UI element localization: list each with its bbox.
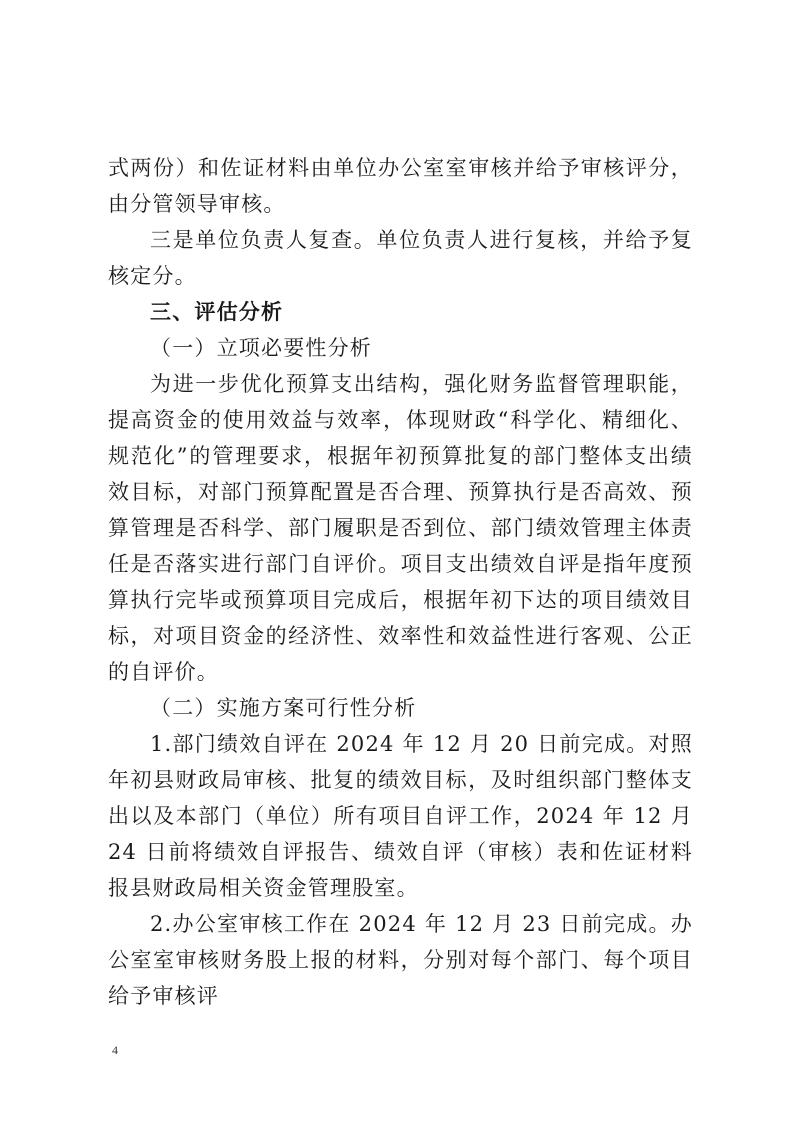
document-body bbox=[108, 150, 693, 1014]
subsection-heading-necessity: （一）立项必要性分析 bbox=[150, 336, 372, 360]
paragraph-item-2: 2.办公室审核工作在 2024 年 12 月 23 日前完成。办公室室审核财务股上报的材料，分别对每个部门、每个项目给予审核评 bbox=[108, 912, 693, 1008]
paragraph-item-1: 1.部门绩效自评在 2024 年 12 月 20 日前完成。对照年初县财政局审核、批复的绩效目标，及时组织部门整体支出以及本部门（单位）所有项目自评工作，2024 年 12 月 24 日前将绩效自评报告、绩效自评（审核）表和佐证材料报县财政局相关资金管理股室。 bbox=[108, 732, 693, 900]
subsection-heading-feasibility: （二）实施方案可行性分析 bbox=[150, 696, 417, 720]
page-number: 4 bbox=[112, 1043, 118, 1057]
paragraph-necessity: 为进一步优化预算支出结构，强化财务监督管理职能，提高资金的使用效益与效率，体现财政“科学化、精细化、规范化”的管理要求，根据年初预算批复的部门整体支出绩效目标，对部门预算配置是否合理、预算执行是否高效、预算管理是否科学、部门履职是否到位、部门绩效管理主体责任是否落实进行部门自评价。项目支出绩效自评是指年度预算执行完毕或预算项目完成后，根据年初下达的项目绩效目标，对项目资金的经济性、效率性和效益性进行客观、公正的自评价。 bbox=[108, 372, 693, 684]
paragraph-continuation: 式两份）和佐证材料由单位办公室室审核并给予审核评分，由分管领导审核。 bbox=[108, 156, 693, 216]
paragraph-unit-head-review: 三是单位负责人复查。单位负责人进行复核，并给予复核定分。 bbox=[108, 228, 693, 288]
section-heading-evaluation-analysis: 三、评估分析 bbox=[150, 300, 284, 324]
